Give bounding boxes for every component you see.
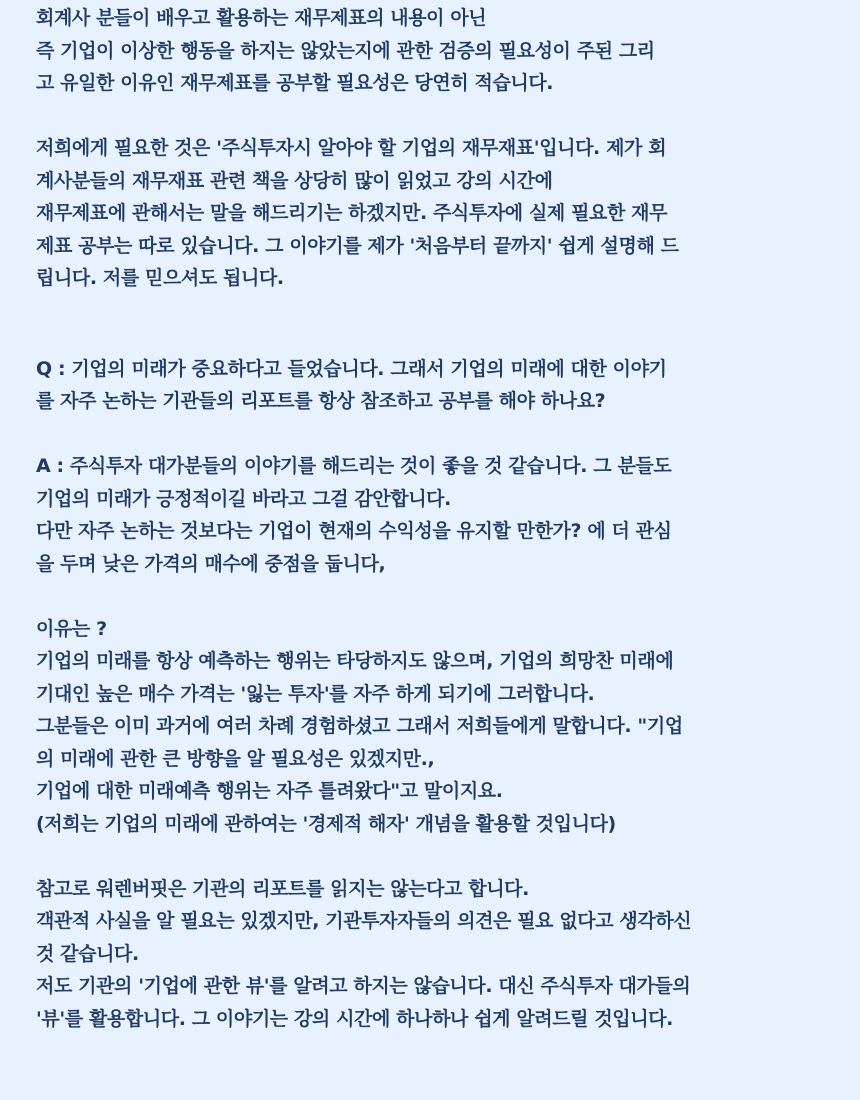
question-line: 를 자주 논하는 기관들의 리포트를 항상 참조하고 공부를 해야 하나요? (36, 390, 606, 412)
text-line: 제표 공부는 따로 있습니다. 그 이야기를 제가 '처음부터 끝까지' 쉽게 설명해 드 (36, 234, 679, 257)
need-paragraph (36, 132, 836, 295)
reason-heading: 이유는 ? (36, 617, 107, 640)
text-line: 저희에게 필요한 것은 '주식투자시 알아야 할 기업의 재무재표'입니다. 제가 회 (36, 137, 667, 159)
text-line: 참고로 워렌버핏은 기관의 리포트를 읽지는 않는다고 합니다. (36, 877, 529, 900)
text-line: 의 미래에 관한 큰 방향을 알 필요성은 있겠지만., (36, 747, 435, 770)
text-line: 계사분들의 재무재표 관련 책을 상당히 많이 읽었고 강의 시간에 (36, 169, 553, 192)
text-line: 고 유일한 이유인 재무제표를 공부할 필요성은 당연히 적습니다. (36, 72, 554, 94)
paragraph-spacer (36, 100, 836, 133)
paragraph-spacer (36, 580, 836, 613)
text-line: 립니다. 저를 믿으셔도 됩니다. (36, 267, 284, 289)
paragraph-spacer (36, 295, 836, 353)
text-line: 기업에 대한 미래예측 행위는 자주 틀려왔다"고 말이지요. (36, 780, 503, 802)
text-line: 즉 기업이 이상한 행동을 하지는 않았는지에 관한 검증의 필요성이 주된 그리 (36, 39, 655, 62)
text-line: 객관적 사실을 알 필요는 있겠지만, 기관투자자들의 의견은 필요 없다고 생각하신 (36, 910, 692, 932)
text-line: 재무제표에 관해서는 말을 해드리기는 하겠지만. 주식투자에 실제 필요한 재무 (36, 202, 668, 224)
answer-line: A : 주식투자 대가분들의 이야기를 해드리는 것이 좋을 것 같습니다. 그 분들도 (36, 455, 672, 477)
intro-paragraph (36, 2, 836, 100)
answer-line: 기업의 미래가 긍정적이길 바라고 그걸 감안합니다. (36, 487, 451, 510)
text-line: (저희는 기업의 미래에 관하여는 '경제적 해자' 개념을 활용할 것입니다) (36, 812, 616, 835)
answer-line: 다만 자주 논하는 것보다는 기업이 현재의 수익성을 유지할 만한가? 에 더 관심 (36, 520, 672, 542)
text-line: 것 같습니다. (36, 942, 139, 965)
text-line: 회계사 분들이 배우고 활용하는 재무제표의 내용이 아닌 (36, 7, 487, 29)
text-line: 그분들은 이미 과거에 여러 차례 경험하셨고 그래서 저희들에게 말합니다. "기업 (36, 715, 683, 737)
question-paragraph (36, 353, 836, 418)
answer-line: 을 두며 낮은 가격의 매수에 중점을 둡니다, (36, 552, 386, 575)
text-line: '뷰'를 활용합니다. 그 이야기는 강의 시간에 하나하나 쉽게 알려드릴 것입니다. (36, 1007, 673, 1030)
reason-paragraph (36, 613, 836, 841)
reference-paragraph (36, 873, 836, 1036)
paragraph-spacer (36, 418, 836, 451)
text-line: 기업의 미래를 항상 예측하는 행위는 타당하지도 않으며, 기업의 희망찬 미래에 (36, 650, 674, 672)
question-line: Q : 기업의 미래가 중요하다고 들었습니다. 그래서 기업의 미래에 대한 이야기 (36, 357, 667, 380)
paragraph-spacer (36, 840, 836, 873)
text-line: 저도 기관의 '기업에 관한 뷰'를 알려고 하지는 않습니다. 대신 주식투자 대가들의 (36, 975, 691, 997)
text-line: 기대인 높은 매수 가격는 '잃는 투자'를 자주 하게 되기에 그러합니다. (36, 682, 595, 705)
answer-paragraph (36, 450, 836, 580)
